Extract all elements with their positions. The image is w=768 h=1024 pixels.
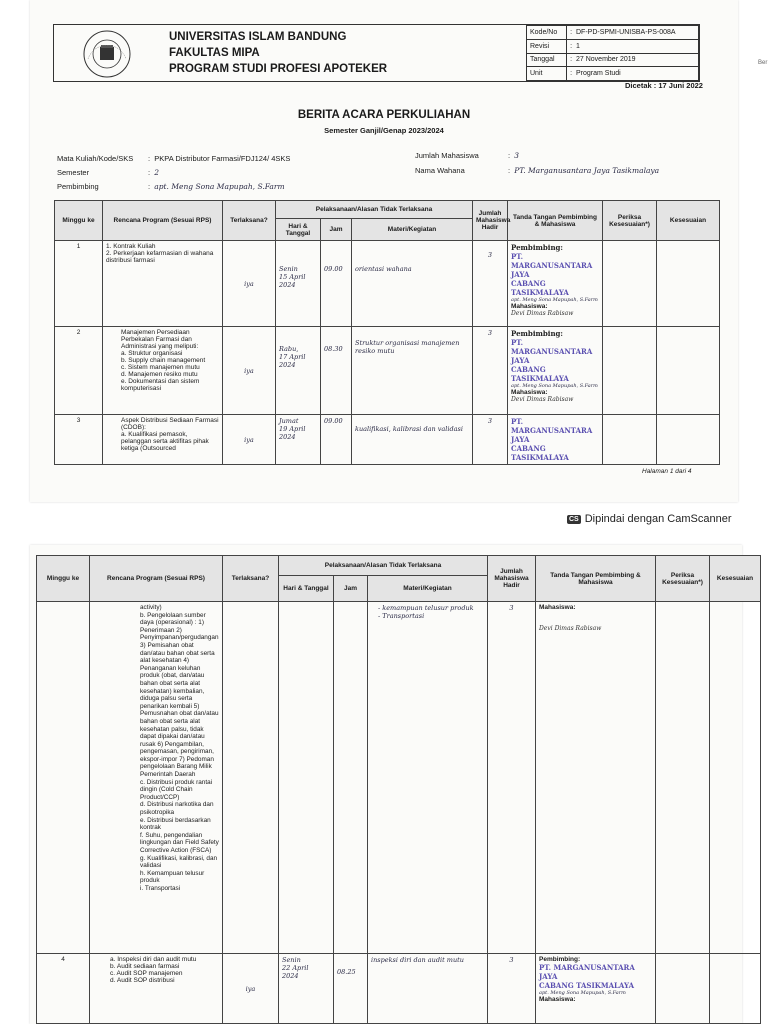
check-cell (603, 415, 657, 465)
semester-value: : 2 (148, 168, 160, 177)
col-date: Hari & Tanggal (276, 219, 321, 241)
time-cell: 08.25 (334, 954, 368, 1024)
material-cell: kualifikasi, kalibrasi dan validasi (352, 415, 473, 465)
col-time: Jam (334, 576, 368, 602)
plan-cell: 1. Kontrak Kuliah 2. Perkerjaan kefarmasian di wahana distribusi farmasi (103, 241, 223, 327)
student-sign-label: Mahasiswa: (539, 996, 576, 1003)
document-control-box (526, 25, 699, 81)
lecture-log-table-page-1 (54, 200, 720, 465)
table-row (55, 327, 720, 415)
signature-cell (508, 327, 603, 415)
date-cell (279, 602, 334, 954)
advisor-signature: apt. Meng Sona Mapupah, S.Farm (511, 297, 598, 303)
date-cell: Senin 15 April 2024 (276, 241, 321, 327)
camscanner-text: Dipindai dengan CamScanner (584, 513, 732, 525)
week-cell (37, 602, 90, 954)
student-sign-label: Mahasiswa: (511, 389, 548, 396)
student-signatures: Devi Dimas Rabisaw (539, 625, 602, 632)
col-group: Pelaksanaan/Alasan Tidak Terlaksana (279, 556, 488, 576)
col-material: Materi/Kegiatan (352, 219, 473, 241)
semester-label: Semester (57, 168, 90, 177)
student-signatures: Devi Dimas Rabisaw (511, 396, 574, 403)
fit-cell (657, 327, 720, 415)
col-check: Periksa Kesesuaian*) (603, 201, 657, 241)
document-header (53, 24, 700, 82)
company-stamp-branch: CABANG TASIKMALAYA (511, 279, 569, 297)
time-cell: 08.30 (321, 327, 352, 415)
signature-cell (536, 602, 656, 954)
control-value: DF-PD-SPMI-UNISBA-PS-008A (576, 28, 676, 36)
date-cell: Jumat 19 April 2024 (276, 415, 321, 465)
advisor-signature: apt. Meng Sona Mapupah, S.Farm (539, 990, 626, 996)
advisor-sign-label: Pembimbing: (511, 243, 564, 252)
scanned-page-2 (30, 545, 754, 1024)
control-value: 27 November 2019 (576, 56, 636, 64)
plan-cell: activity) b. Pengelolaan sumber daya (operasional) : 1) Penerimaan 2) Penyimpanan/pergudangan 3) Pemisahan obat dan/atau bahan obat serta alat kesehatan 4) Penanganan keluhan produk (obat, dan/atau bahan obat serta alat kesehatan) kembalian, diduga palsu serta penarikan kembali 5) Pemusnahan obat dan/atau bahan obat serta alat kesehatan palsu, tidak dapat dipakai dan/atau rusak 6) Pengambilan, pengemasan, pengiriman, ekspor-impor 7) Pedoman pengelolaan Barang Milik Pemerintah Daerah c. Distribusi produk rantai dingin (Cold Chain Product/CCP) d. Distribusi narkotika dan psikotropika e. Distribusi berdasarkan kontrak f. Suhu, pengendalian lingkungan dan Field Safety Corrective Action (FSCA) g. Kualifikasi, kalibrasi, dan validasi h. Kemampuan telusur produk i. Transportasi (90, 602, 223, 954)
fit-cell (657, 241, 720, 327)
control-label: Tanggal (527, 53, 567, 67)
col-week: Minggu ke (37, 556, 90, 602)
document-title: BERITA ACARA PERKULIAHAN (297, 109, 471, 121)
time-cell (334, 602, 368, 954)
date-cell: Rabu, 17 April 2024 (276, 327, 321, 415)
site-value: : PT. Marganusantara Jaya Tasikmalaya (508, 166, 660, 175)
col-material: Materi/Kegiatan (368, 576, 488, 602)
company-stamp: PT. MARGANUSANTARA JAYA (511, 338, 593, 365)
scanned-page-1 (30, 0, 738, 502)
students-label: Jumlah Mahasiswa (415, 151, 479, 160)
col-sign: Tanda Tangan Pembimbing & Mahasiswa (536, 556, 656, 602)
control-row: Tanggal : 27 November 2019 (527, 53, 699, 67)
program-name: PROGRAM STUDI PROFESI APOTEKER (169, 63, 388, 75)
table-row (55, 241, 720, 327)
advisor-sign-label: Pembimbing: (511, 329, 564, 338)
company-stamp-branch: CABANG TASIKMALAYA (511, 365, 569, 383)
date-cell: Senin 22 April 2024 (279, 954, 334, 1024)
col-done: Terlaksana? (223, 556, 279, 602)
material-cell: Struktur organisasi manajemen resiko mutu (352, 327, 473, 415)
col-sign: Tanda Tangan Pembimbing & Mahasiswa (508, 201, 603, 241)
done-cell: iya (223, 327, 276, 415)
university-logo-icon (82, 29, 132, 79)
time-cell: 09.00 (321, 241, 352, 327)
plan-cell: a. Inspeksi diri dan audit mutu b. Audit sediaan farmasi c. Audit SOP manajemen d. Audit SOP distribusi (90, 954, 223, 1024)
col-check: Periksa Kesesuaian*) (656, 556, 710, 602)
count-cell: 3 (488, 954, 536, 1024)
company-stamp: PT. MARGANUSANTARA JAYA (511, 417, 593, 444)
semester-line: Semester Ganjil/Genap 2023/2024 (324, 126, 444, 135)
col-plan: Rencana Program (Sesuai RPS) (103, 201, 223, 241)
week-cell: 3 (55, 415, 103, 465)
camscanner-watermark (567, 513, 732, 525)
fit-cell (710, 602, 761, 954)
signature-cell (508, 241, 603, 327)
lecture-log-table-page-2 (36, 555, 761, 1024)
count-cell: 3 (473, 415, 508, 465)
camscanner-logo-icon: CS (569, 516, 579, 523)
company-stamp-branch: CABANG TASIKMALAYA (511, 444, 569, 462)
control-value: Program Studi (576, 70, 621, 78)
fit-cell (710, 954, 761, 1024)
course-value: : PKPA Distributor Farmasi/FDJ124/ 4SKS (148, 154, 291, 163)
done-cell: iya (223, 415, 276, 465)
count-cell: 3 (473, 327, 508, 415)
company-stamp-branch: CABANG TASIKMALAYA (539, 981, 634, 990)
control-row: Unit : Program Studi (527, 67, 699, 81)
week-cell: 2 (55, 327, 103, 415)
done-cell: iya (223, 241, 276, 327)
control-label: Kode/No (527, 26, 567, 40)
col-fit: Kesesuaian (657, 201, 720, 241)
plan-cell: Manajemen Persediaan Perbekalan Farmasi dan Administrasi yang meliputi: a. Struktur organisasi b. Supply chain management c. Sistem manajemen mutu d. Manajemen resiko mutu e. Dokumentasi dan sistem komputerisasi (103, 327, 223, 415)
week-cell: 4 (37, 954, 90, 1024)
header-titles (169, 29, 387, 77)
done-cell: iya (223, 954, 279, 1024)
material-cell: - kemampuan telusur produk - Transportasi (368, 602, 488, 954)
printed-date: Dicetak : 17 Juni 2022 (625, 81, 703, 90)
check-cell (603, 241, 657, 327)
material-cell: inspeksi diri dan audit mutu (368, 954, 488, 1024)
table-row (37, 954, 761, 1024)
count-cell: 3 (488, 602, 536, 954)
done-cell (223, 602, 279, 954)
control-row: Revisi : 1 (527, 39, 699, 53)
col-done: Terlaksana? (223, 201, 276, 241)
control-row: Kode/No : DF-PD-SPMI-UNISBA-PS-008A (527, 26, 699, 40)
col-group: Pelaksanaan/Alasan Tidak Terlaksana (276, 201, 473, 219)
check-cell (603, 327, 657, 415)
faculty-name: FAKULTAS MIPA (169, 47, 260, 59)
col-count: Jumlah Mahasiswa Hadir (488, 556, 536, 602)
course-label: Mata Kuliah/Kode/SKS (57, 154, 134, 163)
company-stamp: PT. MARGANUSANTARA JAYA (511, 252, 593, 279)
material-cell: orientasi wahana (352, 241, 473, 327)
advisor-signature: apt. Meng Sona Mapupah, S.Farm (511, 383, 598, 389)
check-cell (656, 954, 710, 1024)
count-cell: 3 (473, 241, 508, 327)
time-cell: 09.00 (321, 415, 352, 465)
advisor-value: : apt. Meng Sona Mapupah, S.Farm (148, 182, 285, 191)
students-value: : 3 (508, 151, 520, 160)
student-sign-label: Mahasiswa: (511, 303, 548, 310)
page-footer: Halaman 1 dari 4 (642, 468, 692, 475)
university-name: UNIVERSITAS ISLAM BANDUNG (169, 31, 347, 43)
edge-text: Ber (758, 60, 768, 66)
col-plan: Rencana Program (Sesuai RPS) (90, 556, 223, 602)
col-fit: Kesesuaian (710, 556, 761, 602)
signature-cell (508, 415, 603, 465)
plan-cell: Aspek Distribusi Sediaan Farmasi (CDOB): a. Kualifikasi pemasok, pelanggan serta aktifitas pihak ketiga (Outsourced (103, 415, 223, 465)
week-cell: 1 (55, 241, 103, 327)
col-count: Jumlah Mahasiswa Hadir (473, 201, 508, 241)
check-cell (656, 602, 710, 954)
advisor-label: Pembimbing (57, 182, 99, 191)
col-date: Hari & Tanggal (279, 576, 334, 602)
control-value: 1 (576, 42, 580, 50)
advisor-sign-label: Pembimbing: (539, 956, 581, 963)
col-week: Minggu ke (55, 201, 103, 241)
site-label: Nama Wahana (415, 166, 465, 175)
table-row (37, 602, 761, 954)
col-time: Jam (321, 219, 352, 241)
signature-cell (536, 954, 656, 1024)
company-stamp: PT. MARGANUSANTARA JAYA (539, 963, 635, 981)
fit-cell (657, 415, 720, 465)
student-signatures: Devi Dimas Rabisaw (511, 310, 574, 317)
student-sign-label: Mahasiswa: (539, 604, 576, 611)
control-label: Unit (527, 67, 567, 81)
table-row (55, 415, 720, 465)
control-label: Revisi (527, 39, 567, 53)
